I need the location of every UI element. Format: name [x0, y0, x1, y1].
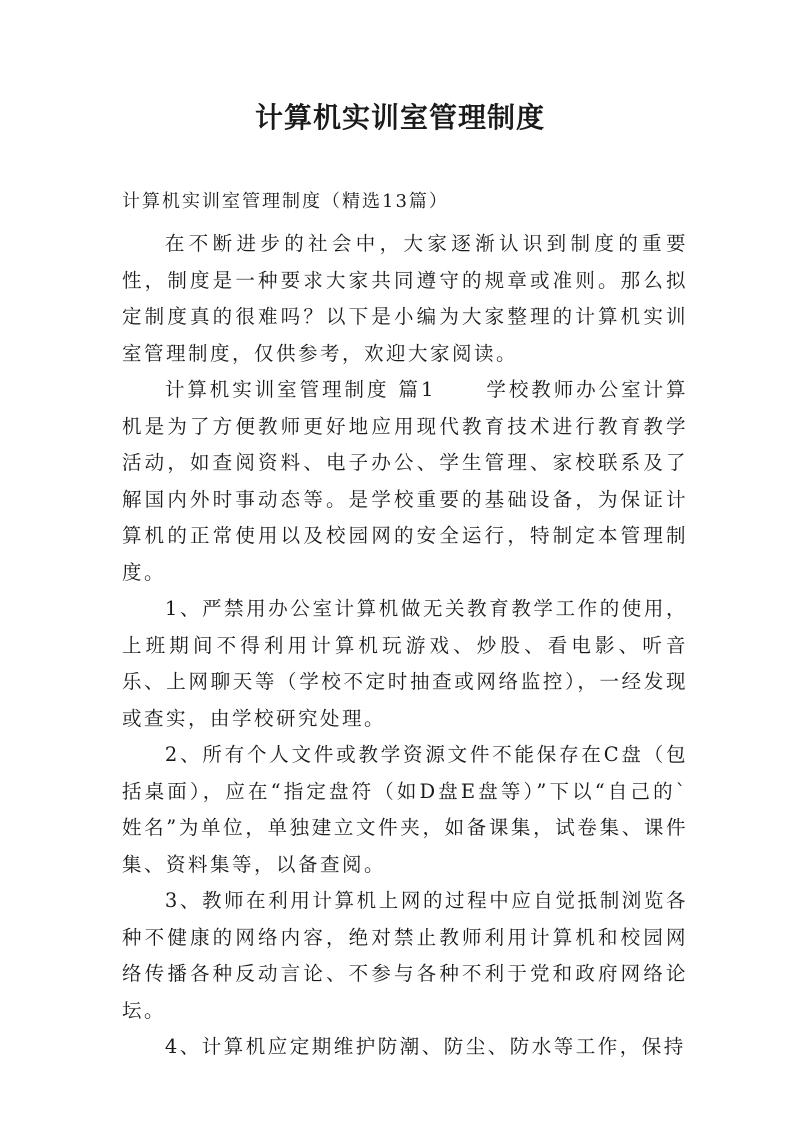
rule-3-paragraph: 3、教师在利用计算机上网的过程中应自觉抵制浏览各种不健康的网络内容，绝对禁止教师利用计算机和校园网络传播各种反动言论、不参与各种不利于党和政府网络论坛。	[122, 889, 688, 1022]
rule-2-paragraph: 2、所有个人文件或教学资源文件不能保存在C盘（包括桌面），应在“指定盘符（如D盘E盘等）”下以“自己的`姓名”为单位，单独建立文件夹，如备课集，试卷集、课件集、资料集等，以备查阅。	[122, 743, 688, 876]
document-body	[122, 226, 688, 1066]
document-title: 计算机实训室管理制度	[254, 101, 545, 134]
rule-1-paragraph: 1、严禁用办公室计算机做无关教育教学工作的使用，上班期间不得利用计算机玩游戏、炒股、看电影、听音乐、上网聊天等（学校不定时抽查或网络监控），一经发现或查实，由学校研究处理。	[122, 597, 688, 730]
intro-paragraph: 在不断进步的社会中，大家逐渐认识到制度的重要性，制度是一种要求大家共同遵守的规章或准则。那么拟定制度真的很难吗？以下是小编为大家整理的计算机实训室管理制度，仅供参考，欢迎大家阅读。	[122, 232, 688, 365]
document-subtitle: 计算机实训室管理制度（精选13篇）	[122, 191, 449, 212]
section-1-lead: 学校教师办公室计算机是为了方便教师更好地应用现代教育技术进行教育教学活动，如查阅资料、电子办公、学生管理、家校联系及了解国内外时事动态等。是学校重要的基础设备，为保证计算机的正常使用以及校园网的安全运行，特制定本管理制度。	[122, 378, 688, 584]
section-1-paragraph	[122, 372, 688, 591]
section-1-heading: 计算机实训室管理制度 篇1	[164, 378, 436, 401]
rule-4-paragraph: 4、计算机应定期维护防潮、防尘、防水等工作，保持	[164, 1035, 686, 1058]
